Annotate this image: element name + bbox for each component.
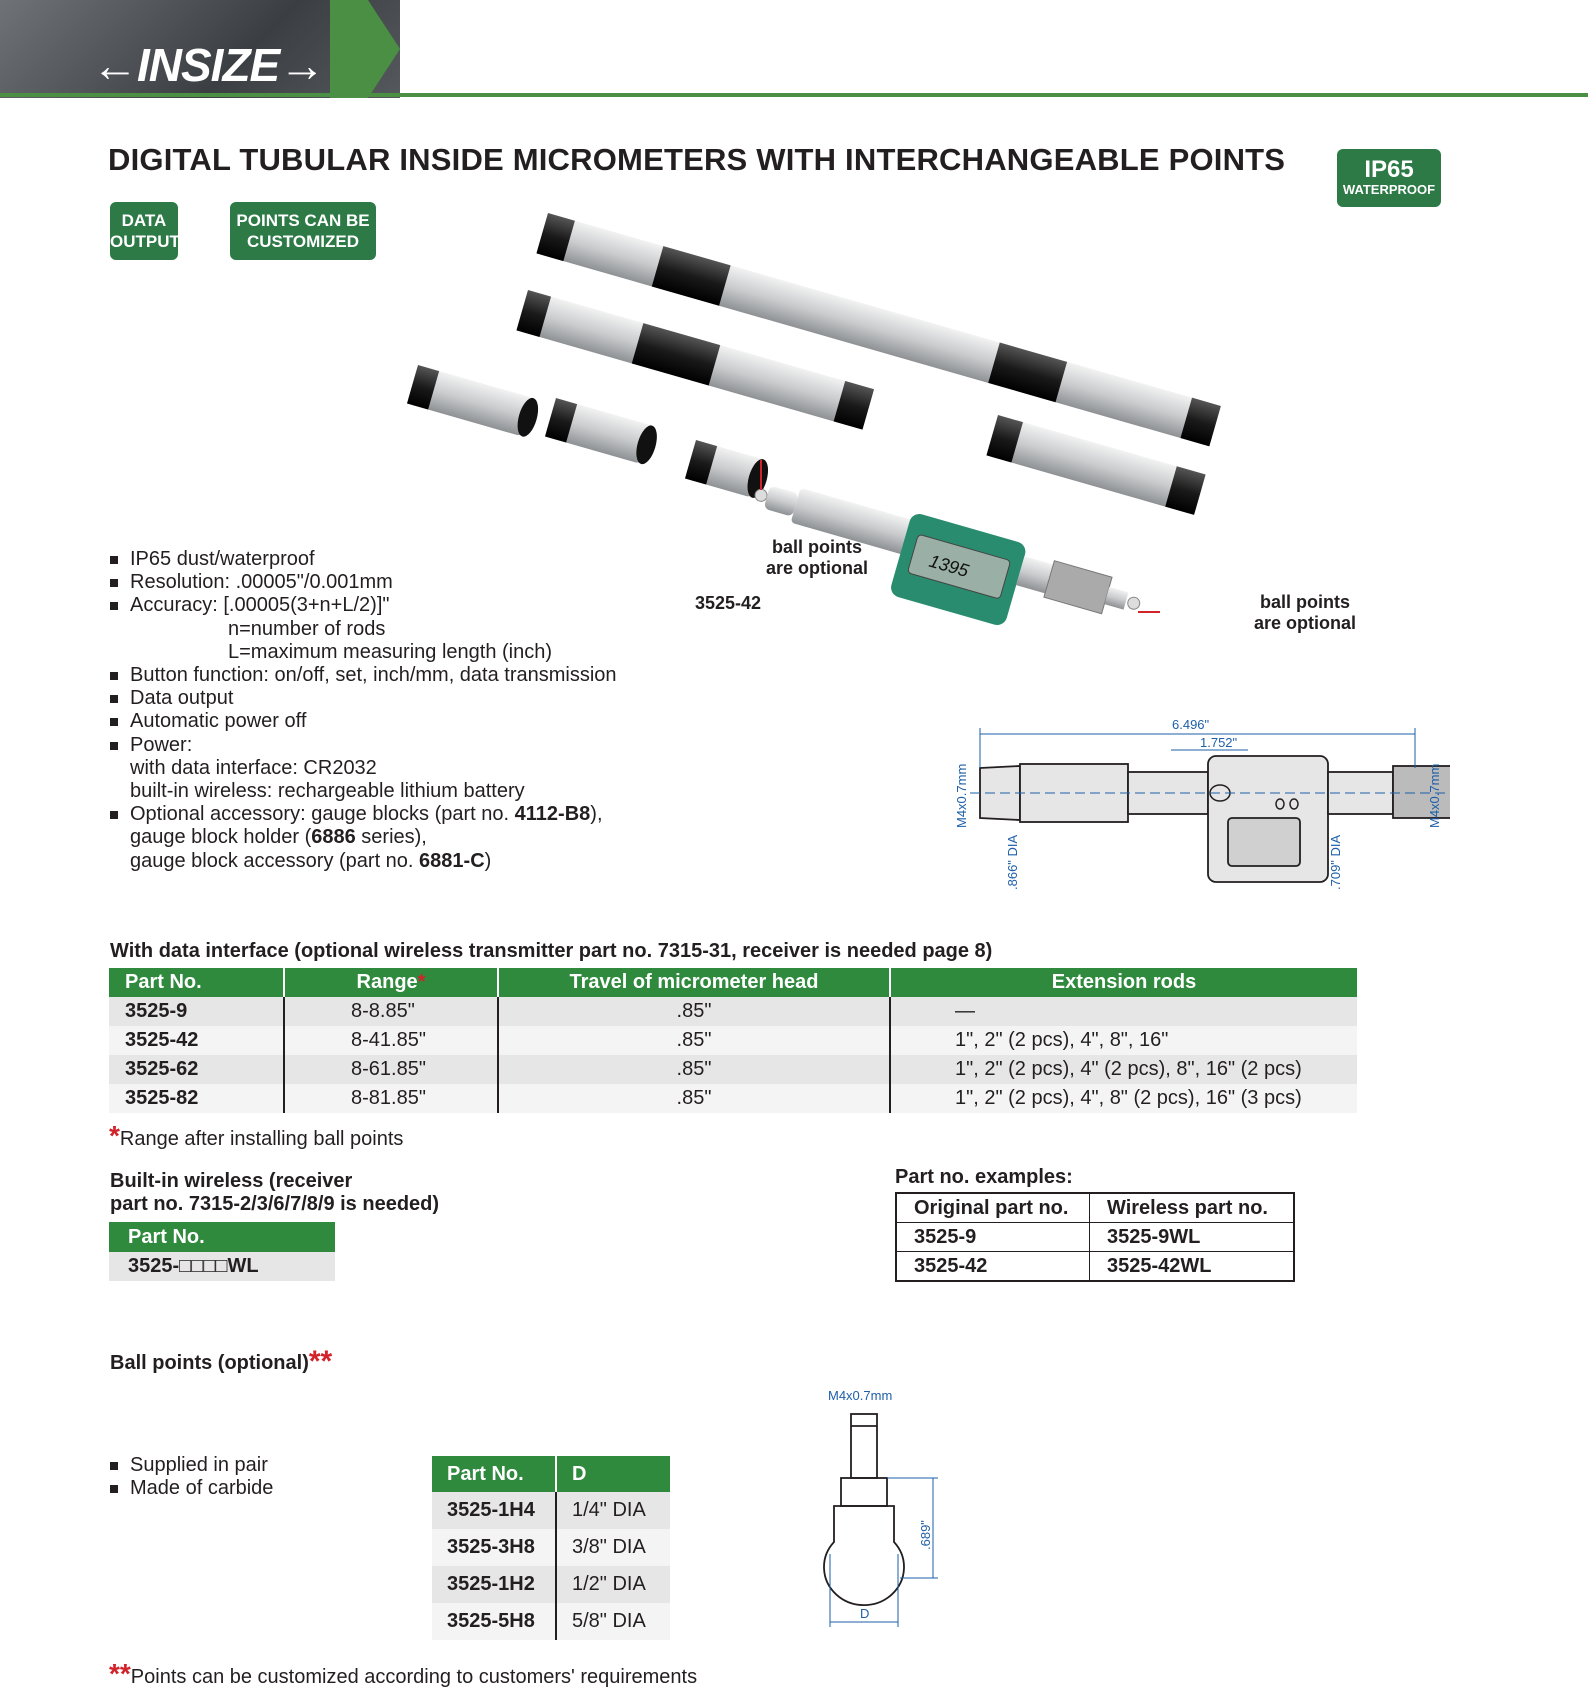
list-subitem: L=maximum measuring length (inch): [228, 640, 553, 663]
ball-points-footnote: **Points can be customized according to customers' requirements: [109, 1658, 698, 1689]
list-item: Made of carbide: [110, 1477, 273, 1500]
table-row: 3525-9 8-8.85" .85" —: [109, 997, 1357, 1026]
list-item: Automatic power off: [110, 710, 617, 733]
feature-list: [110, 548, 617, 873]
ip65-badge: IP65 WATERPROOF: [1337, 149, 1441, 207]
ball-points-list: [110, 1454, 273, 1500]
svg-text:1395: 1395: [926, 550, 971, 581]
list-item: Supplied in pair: [110, 1454, 273, 1477]
table-row: 3525-1H2 1/2" DIA: [432, 1566, 670, 1603]
svg-text:M4x0.7mm: M4x0.7mm: [954, 763, 969, 828]
list-subitem: built-in wireless: rechargeable lithium battery: [130, 780, 525, 803]
ball-points-caption: Ball points (optional)**: [110, 1345, 333, 1378]
main-table-caption: With data interface (optional wireless transmitter part no. 7315-31, receiver is needed page 8): [110, 940, 993, 962]
table-header-row: [109, 968, 1357, 997]
header-rule: [0, 93, 1588, 97]
col-part-no: Part No.: [109, 1222, 335, 1252]
list-item: Button function: on/off, set, inch/mm, data transmission: [110, 664, 617, 687]
table-row: 3525-5H8 5/8" DIA: [432, 1603, 670, 1640]
table-header-row: Original part no. Wireless part no.: [896, 1193, 1294, 1223]
svg-text:.689": .689": [918, 1520, 933, 1550]
dimension-drawing: [950, 710, 1450, 900]
customized-points-badge: POINTS CAN BE CUSTOMIZED: [230, 202, 376, 260]
svg-text:.709" DIA: .709" DIA: [1328, 834, 1343, 890]
range-footnote: *Range after installing ball points: [109, 1120, 404, 1151]
svg-text:.866" DIA: .866" DIA: [1005, 834, 1020, 890]
list-item: Accuracy: [.00005(3+n+L/2)]": [110, 594, 617, 617]
wireless-part-table: [109, 1222, 335, 1281]
list-subitem: with data interface: CR2032: [130, 756, 377, 779]
col-range: Range*: [284, 968, 498, 997]
ball-point-callout-left: ball points are optional: [766, 537, 869, 578]
svg-text:6.496": 6.496": [1172, 717, 1210, 732]
table-row: 3525-62 8-61.85" .85" 1", 2" (2 pcs), 4" (2 pcs), 8", 16" (2 pcs): [109, 1055, 1357, 1084]
list-item: Data output: [110, 687, 617, 710]
page-title: DIGITAL TUBULAR INSIDE MICROMETERS WITH INTERCHANGEABLE POINTS: [108, 142, 1286, 177]
table-cell: 3525-□□□□WL: [109, 1252, 335, 1281]
list-item: Power:: [110, 734, 617, 757]
list-item: IP65 dust/waterproof: [110, 548, 617, 571]
col-extension-rods: Extension rods: [890, 968, 1357, 997]
svg-text:M4x0.7mm: M4x0.7mm: [828, 1388, 893, 1403]
ball-point-drawing: [810, 1382, 950, 1632]
table-header-row: Part No. D: [432, 1456, 670, 1492]
main-spec-table: [109, 968, 1357, 1113]
table-row: 3525-82 8-81.85" .85" 1", 2" (2 pcs), 4", 8" (2 pcs), 16" (3 pcs): [109, 1084, 1357, 1113]
table-row: 3525-42 3525-42WL: [896, 1252, 1294, 1282]
col-part-no: Part No.: [109, 968, 284, 997]
ball-points-table: [432, 1456, 670, 1640]
table-row: 3525-9 3525-9WL: [896, 1223, 1294, 1252]
list-item: Resolution: .00005"/0.001mm: [110, 571, 617, 594]
svg-text:M4x0.7mm: M4x0.7mm: [1427, 763, 1442, 828]
list-item: Optional accessory: gauge blocks (part no. 4112-B8),: [110, 803, 617, 826]
list-subitem: gauge block accessory (part no. 6881-C): [130, 849, 492, 872]
svg-text:1.752": 1.752": [1200, 735, 1238, 750]
part-examples-table: [895, 1192, 1295, 1282]
data-output-badge: DATA OUTPUT: [110, 202, 178, 260]
table-row: 3525-1H4 1/4" DIA: [432, 1492, 670, 1529]
header-chevron: [330, 0, 400, 98]
examples-caption: Part no. examples:: [895, 1166, 1073, 1188]
table-row: 3525-3H8 3/8" DIA: [432, 1529, 670, 1566]
ball-point-callout-right: ball points are optional: [1254, 592, 1357, 633]
list-subitem: gauge block holder (6886 series),: [130, 826, 427, 849]
svg-text:D: D: [860, 1606, 870, 1621]
wireless-caption: Built-in wireless (receiver part no. 7315-2/3/6/7/8/9 is needed): [110, 1170, 440, 1215]
table-row: 3525-42 8-41.85" .85" 1", 2" (2 pcs), 4", 8", 16": [109, 1026, 1357, 1055]
brand-logo: ←INSIZE→: [92, 39, 325, 91]
col-travel: Travel of micrometer head: [498, 968, 890, 997]
list-subitem: n=number of rods: [228, 617, 386, 640]
model-label: 3525-42: [695, 593, 762, 613]
